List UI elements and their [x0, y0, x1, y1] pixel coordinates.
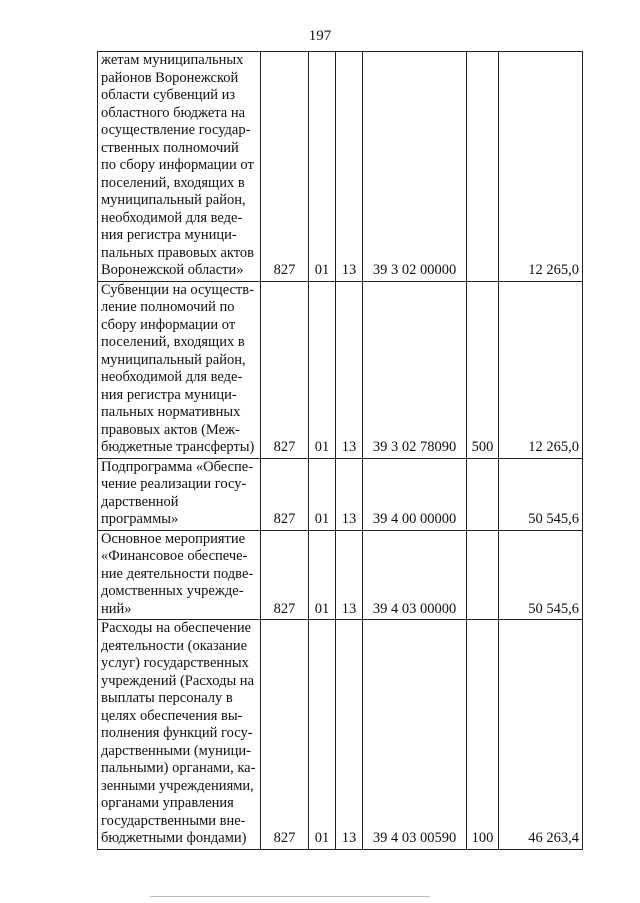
- amount-cell: 50 545,6: [499, 458, 583, 530]
- row-name-line: домственных учрежде-: [101, 583, 244, 599]
- row-name-line: осуществление государ-: [101, 122, 251, 138]
- row-name-line: выплаты персоналу в: [101, 690, 233, 706]
- page-edge-line: [150, 896, 430, 897]
- target-article-cell: 39 4 00 00000: [363, 458, 467, 530]
- row-name-line: пальными) органами, ка-: [101, 760, 256, 776]
- section-code-cell: 01: [309, 620, 336, 850]
- budget-table-body: [98, 52, 583, 850]
- expense-type-cell: [467, 458, 499, 530]
- subsection-code-cell: 13: [336, 52, 363, 282]
- table-row: [98, 620, 583, 850]
- row-name-line: муниципальный район,: [101, 351, 246, 368]
- row-name-line: муниципальный район,: [101, 192, 246, 208]
- row-name-cell: [98, 281, 261, 458]
- row-name-line: Воронежской области»: [101, 262, 244, 278]
- table-row: [98, 458, 583, 530]
- ministry-code-cell: 827: [261, 620, 309, 850]
- row-name-line: органами управления: [101, 795, 234, 811]
- row-name-line: зенными учреждениями,: [101, 777, 254, 794]
- subsection-code-cell: 13: [336, 620, 363, 850]
- row-name-line: целях обеспечения вы-: [101, 707, 243, 724]
- table-row: [98, 281, 583, 458]
- expense-type-cell: 500: [467, 281, 499, 458]
- row-name-line: «Финансовое обеспече-: [101, 548, 248, 564]
- section-code-cell: 01: [309, 52, 336, 282]
- ministry-code-cell: 827: [261, 52, 309, 282]
- row-name-line: жетам муниципальных: [101, 52, 244, 68]
- row-name-cell: [98, 530, 261, 620]
- subsection-code-cell: 13: [336, 458, 363, 530]
- row-name-line: бюджетные трансферты): [101, 439, 255, 455]
- row-name-line: услуг) государственных: [101, 655, 249, 671]
- row-name-cell: [98, 620, 261, 850]
- row-name-line: деятельности (оказание: [101, 637, 248, 654]
- row-name-line: дарственными (муници-: [101, 742, 251, 759]
- row-name-line: необходимой для веде-: [101, 209, 243, 226]
- row-name-line: Подпрограмма «Обеспе-: [101, 458, 254, 475]
- row-name-line: пальных правовых актов: [101, 244, 254, 261]
- row-name-line: бюджетными фондами): [101, 830, 247, 846]
- amount-cell: 12 265,0: [499, 52, 583, 282]
- row-name-cell: [98, 458, 261, 530]
- ministry-code-cell: 827: [261, 530, 309, 620]
- ministry-code-cell: 827: [261, 458, 309, 530]
- row-name-line: ний»: [101, 600, 132, 617]
- row-name-line: Основное мероприятие: [101, 530, 246, 547]
- amount-cell: 12 265,0: [499, 281, 583, 458]
- subsection-code-cell: 13: [336, 281, 363, 458]
- section-code-cell: 01: [309, 281, 336, 458]
- section-code-cell: 01: [309, 458, 336, 530]
- target-article-cell: 39 4 03 00000: [363, 530, 467, 620]
- row-name-line: ние деятельности подве-: [101, 565, 254, 582]
- target-article-cell: 39 4 03 00590: [363, 620, 467, 850]
- section-code-cell: 01: [309, 530, 336, 620]
- target-article-cell: 39 3 02 00000: [363, 52, 467, 282]
- row-name-line: Субвенции на осуществ-: [101, 281, 254, 298]
- row-name-line: сбору информации от: [101, 316, 236, 333]
- row-name-line: дарственной программы»: [101, 493, 179, 527]
- row-name-line: полнения функций госу-: [101, 725, 253, 741]
- amount-cell: 50 545,6: [499, 530, 583, 620]
- row-name-line: необходимой для веде-: [101, 369, 243, 385]
- subsection-code-cell: 13: [336, 530, 363, 620]
- expense-type-cell: [467, 530, 499, 620]
- row-name-line: учреждений (Расходы на: [101, 672, 255, 689]
- row-name-cell: [98, 52, 261, 282]
- row-name-line: государственными вне-: [101, 812, 246, 829]
- row-name-line: районов Воронежской: [101, 69, 239, 86]
- row-name-line: поселений, входящих в: [101, 174, 245, 191]
- budget-table: [97, 51, 583, 850]
- row-name-line: ния регистра муници-: [101, 227, 237, 243]
- row-name-line: по сбору информации от: [101, 157, 254, 173]
- ministry-code-cell: 827: [261, 281, 309, 458]
- table-row: [98, 530, 583, 620]
- row-name-line: областного бюджета на: [101, 104, 246, 121]
- row-name-line: области субвенций из: [101, 87, 236, 103]
- target-article-cell: 39 3 02 78090: [363, 281, 467, 458]
- row-name-line: пальных нормативных: [101, 404, 241, 420]
- row-name-line: Расходы на обеспечение: [101, 620, 252, 636]
- row-name-line: ственных полномочий: [101, 139, 239, 156]
- row-name-line: правовых актов (Меж-: [101, 421, 240, 438]
- row-name-line: поселений, входящих в: [101, 334, 245, 350]
- row-name-line: ление полномочий по: [101, 299, 235, 315]
- amount-cell: 46 263,4: [499, 620, 583, 850]
- expense-type-cell: 100: [467, 620, 499, 850]
- row-name-line: чение реализации госу-: [101, 476, 247, 492]
- expense-type-cell: [467, 52, 499, 282]
- page-number: 197: [308, 28, 332, 44]
- row-name-line: ния регистра муници-: [101, 386, 237, 403]
- table-row: [98, 52, 583, 282]
